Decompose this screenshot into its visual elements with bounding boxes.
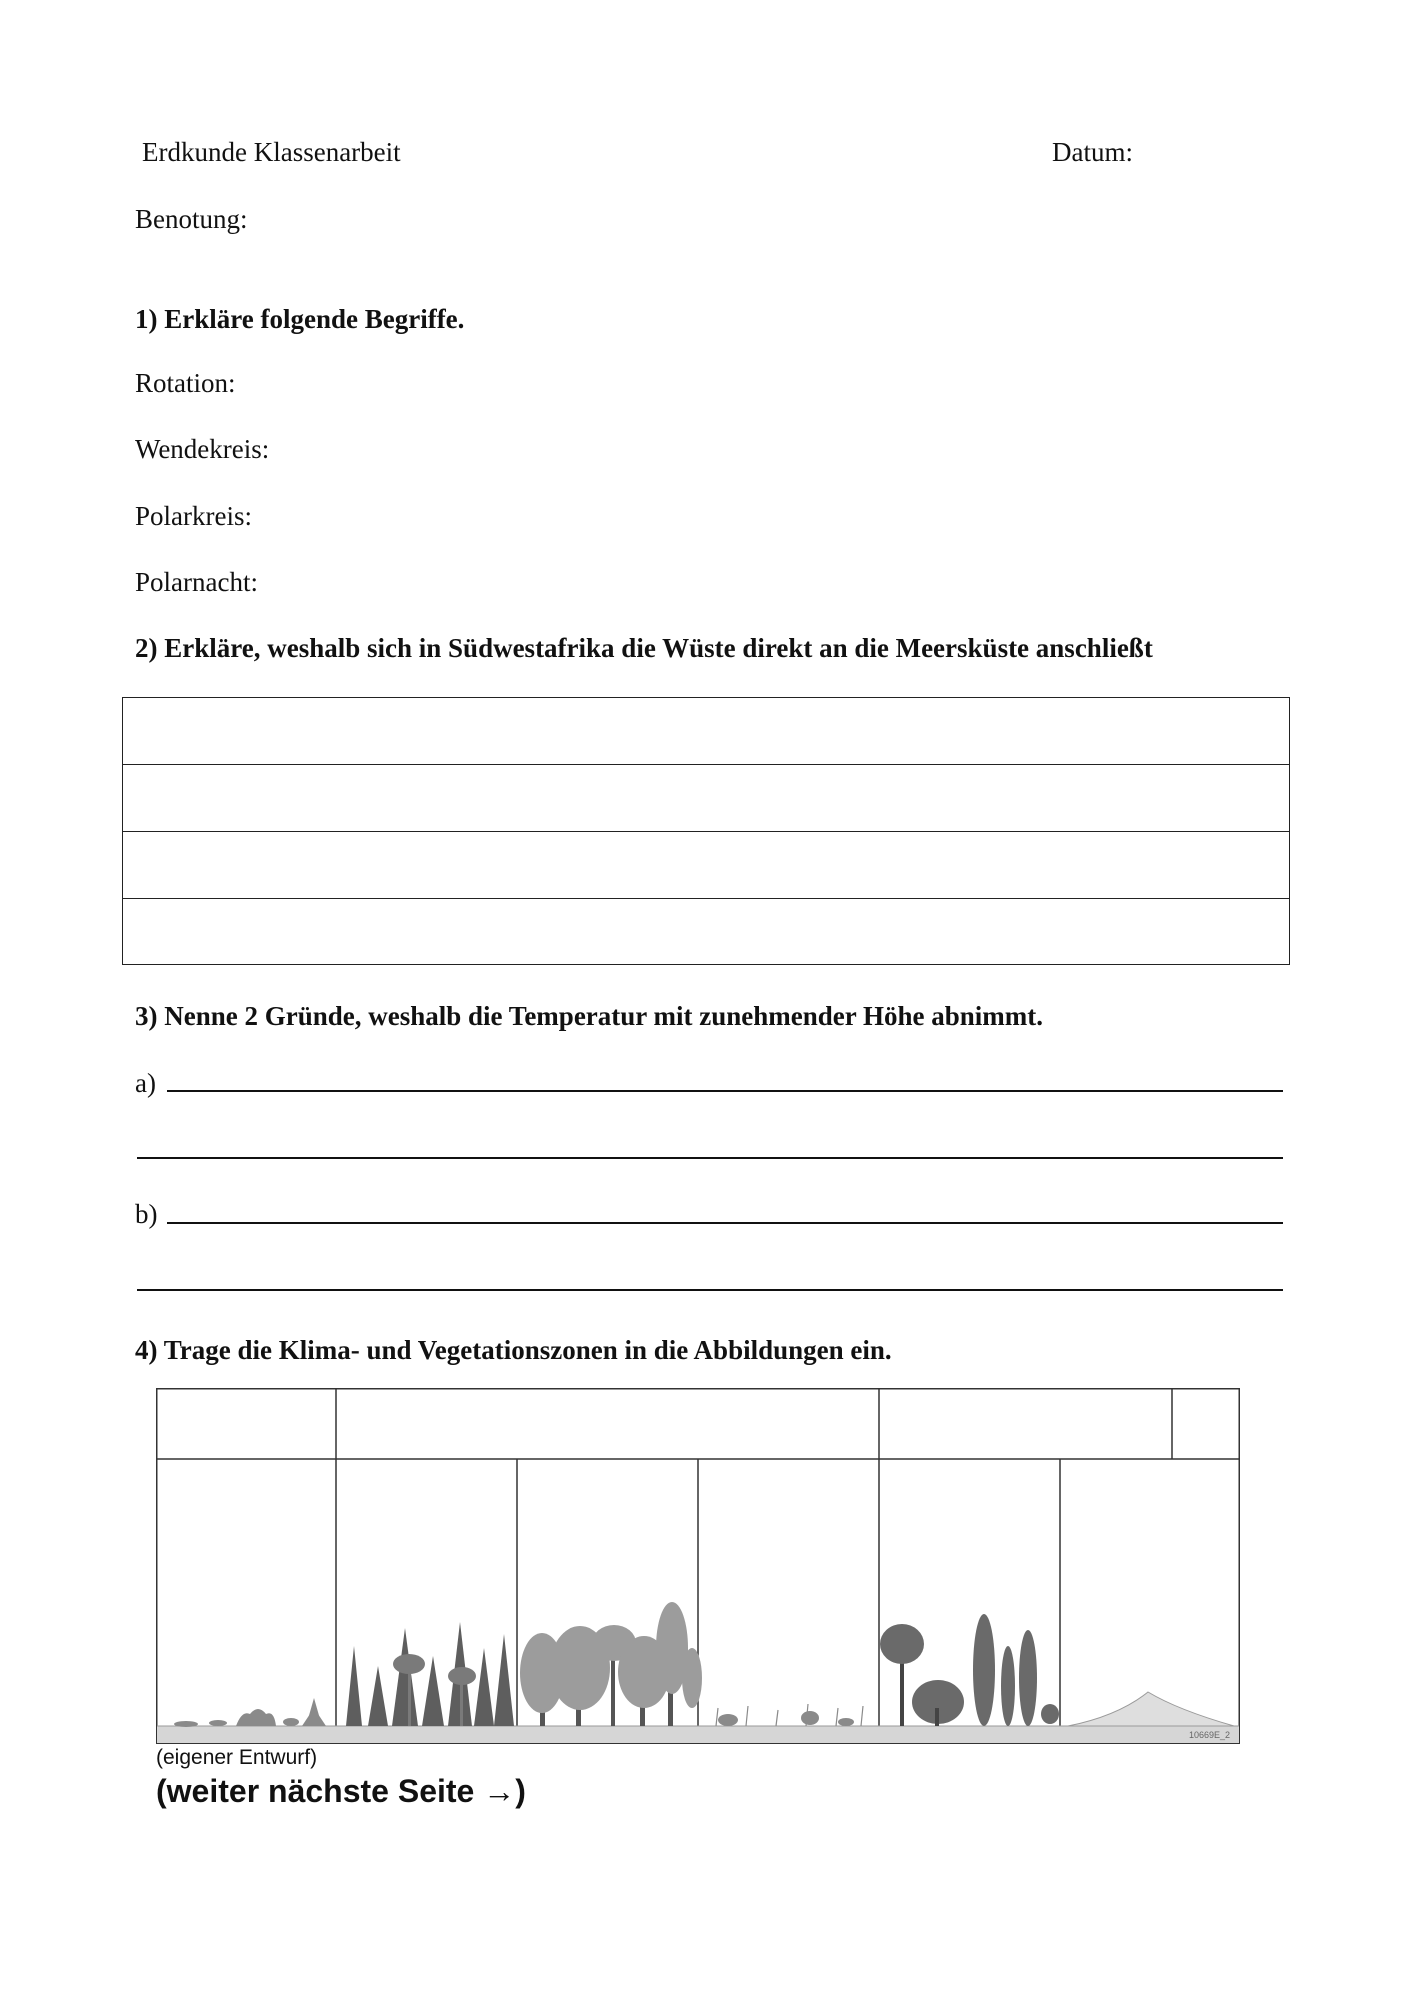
answer-line-a2[interactable]: [137, 1157, 1283, 1159]
task3-title: 3) Nenne 2 Gründe, weshalb die Temperatur mit zunehmender Höhe abnimmt.: [135, 1001, 1044, 1031]
label-b: b): [135, 1199, 158, 1229]
answer-line-b1[interactable]: [167, 1222, 1283, 1224]
task1-title: 1) Erkläre folgende Begriffe.: [135, 304, 465, 334]
date-label: Datum:: [1052, 137, 1133, 167]
task4-title: 4) Trage die Klima- und Vegetationszonen in die Abbildungen ein.: [135, 1335, 892, 1365]
term-rotation: Rotation:: [135, 368, 236, 398]
answer-row-divider: [123, 898, 1289, 899]
term-wendekreis: Wendekreis:: [135, 434, 270, 464]
figure-code: 10669E_2: [1188, 1730, 1230, 1740]
task2-answer-box[interactable]: [122, 697, 1290, 965]
term-polarkreis: Polarkreis:: [135, 501, 252, 531]
vegetation-zones-figure: [156, 1388, 1240, 1744]
answer-line-a1[interactable]: [167, 1090, 1283, 1092]
subject-title: Erdkunde Klassenarbeit: [142, 137, 401, 167]
figure-caption: (eigener Entwurf): [156, 1746, 318, 1769]
answer-line-b2[interactable]: [137, 1289, 1283, 1291]
task2-title: 2) Erkläre, weshalb sich in Südwestafrika die Wüste direkt an die Meersküste anschließt: [135, 633, 1153, 663]
vegetation-illustration: [156, 1388, 1240, 1744]
answer-row-divider: [123, 831, 1289, 832]
grade-label: Benotung:: [135, 204, 248, 234]
answer-row-divider: [123, 764, 1289, 765]
label-a: a): [135, 1068, 156, 1098]
term-polarnacht: Polarnacht:: [135, 567, 258, 597]
continue-note: (weiter nächste Seite →): [156, 1773, 526, 1809]
